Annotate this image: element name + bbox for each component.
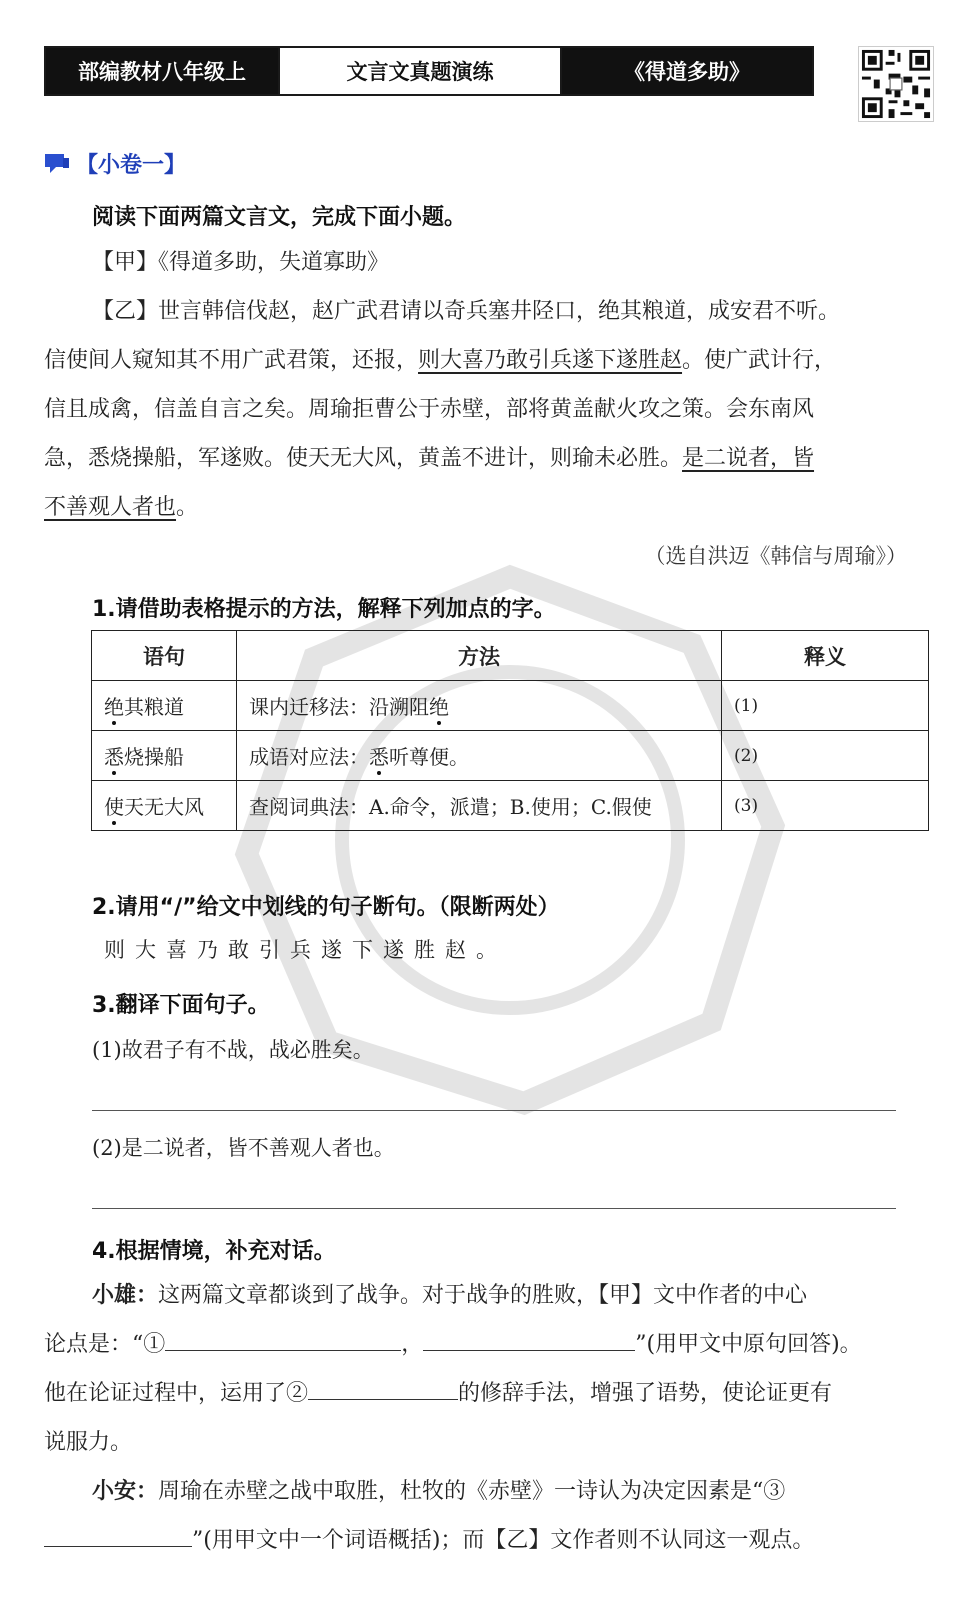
q1-title: 1.请借助表格提示的方法，解释下列加点的字。: [92, 597, 556, 622]
section-heading: [44, 148, 186, 179]
col-header-sentence: 语句: [92, 631, 237, 681]
passage-b-line-1: 【乙】世言韩信伐赵，赵广武君请以奇兵塞井陉口，绝其粮道，成安君不听。: [92, 299, 841, 324]
row-answer-cell[interactable]: (3): [722, 781, 929, 831]
row-method: 成语对应法：悉听尊便。: [237, 731, 722, 781]
row-method: 课内迁移法：沿溯阻绝: [237, 681, 722, 731]
header-grade: 部编教材八年级上: [46, 48, 278, 94]
dialogue-xiaoxiong-1: 小雄：这两篇文章都谈到了战争。对于战争的胜败，【甲】文中作者的中心: [92, 1283, 808, 1308]
row-method: 查阅词典法：A.命令，派遣；B.使用；C.假使: [237, 781, 722, 831]
col-header-meaning: 释义: [722, 631, 929, 681]
row-sentence: 绝其粮道: [92, 681, 237, 731]
row-answer-cell[interactable]: (2): [722, 731, 929, 781]
row-sentence: 使天无大风: [92, 781, 237, 831]
q4-title: 4.根据情境，补充对话。: [92, 1239, 336, 1264]
dialogue-xiaoxiong-4: 说服力。: [44, 1430, 133, 1455]
header-category: 文言文真题演练: [278, 48, 562, 94]
qr-code-icon: [858, 46, 934, 122]
speaker-xiaoan: 小安：: [92, 1479, 159, 1504]
table-header-row: [92, 631, 929, 681]
dialogue-xiaoan-2: ”(用甲文中一个词语概括)；而【乙】文作者则不认同这一观点。: [44, 1516, 814, 1565]
passage-b-line-3: 信且成禽，信盖自言之矣。周瑜拒曹公于赤壁，部将黄盖献火攻之策。会东南风: [44, 397, 815, 422]
row-answer-cell[interactable]: (1): [722, 681, 929, 731]
header-bar: [44, 46, 814, 96]
passage-source: （选自洪迈《韩信与周瑜》）: [644, 544, 907, 568]
underlined-sentence-2b: 不善观人者也: [44, 495, 177, 520]
speech-bubble-icon: [44, 153, 70, 175]
section-label: 【小卷一】: [76, 153, 187, 178]
table-row: [92, 731, 929, 781]
passage-b-line-4: 急，悉烧操船，军遂败。使天无大风，黄盖不进计，则瑜未必胜。是二说者，皆: [44, 446, 815, 471]
dialogue-xiaoxiong-3: 他在论证过程中，运用了② 的修辞手法，增强了语势，使论证更有: [44, 1369, 832, 1418]
blank-1b[interactable]: [423, 1324, 635, 1351]
q3-sentence-1: (1)故君子有不战，战必胜矣。: [92, 1038, 374, 1062]
blank-3[interactable]: [44, 1520, 192, 1547]
table-row: [92, 781, 929, 831]
passage-b-line-2: 信使间人窥知其不用广武君策，还报，则大喜乃敢引兵遂下遂胜赵。使广武计行，: [44, 348, 837, 373]
blank-1[interactable]: [165, 1324, 401, 1351]
speaker-xiaoxiong: 小雄：: [92, 1283, 159, 1308]
q2-sentence[interactable]: 则大喜乃敢引兵遂下遂胜赵。: [104, 938, 507, 962]
q3-title: 3.翻译下面句子。: [92, 993, 270, 1018]
underlined-sentence-2a: 是二说者，皆: [682, 446, 815, 471]
blank-2[interactable]: [308, 1373, 458, 1400]
underlined-sentence-1: 则大喜乃敢引兵遂下遂胜赵: [418, 348, 683, 373]
passage-a-title: 【甲】《得道多助，失道寡助》: [92, 250, 390, 275]
col-header-method: 方法: [237, 631, 722, 681]
q2-title: 2.请用“/”给文中划线的句子断句。（限断两处）: [92, 895, 560, 920]
q3-sentence-2: (2)是二说者，皆不善观人者也。: [92, 1136, 395, 1160]
answer-line-2[interactable]: [92, 1208, 896, 1209]
dialogue-xiaoxiong-2: 论点是：“① ， ”(用甲文中原句回答)。: [44, 1320, 862, 1369]
methods-table: [91, 630, 929, 831]
table-row: [92, 681, 929, 731]
passage-b-line-5: 不善观人者也。: [44, 495, 199, 520]
intro-instruction: 阅读下面两篇文言文，完成下面小题。: [92, 205, 467, 230]
answer-line-1[interactable]: [92, 1110, 896, 1111]
dialogue-xiaoan-1: 小安：周瑜在赤壁之战中取胜，杜牧的《赤壁》一诗认为决定因素是“③: [92, 1479, 786, 1504]
header-title: 《得道多助》: [562, 48, 812, 94]
row-sentence: 悉烧操船: [92, 731, 237, 781]
